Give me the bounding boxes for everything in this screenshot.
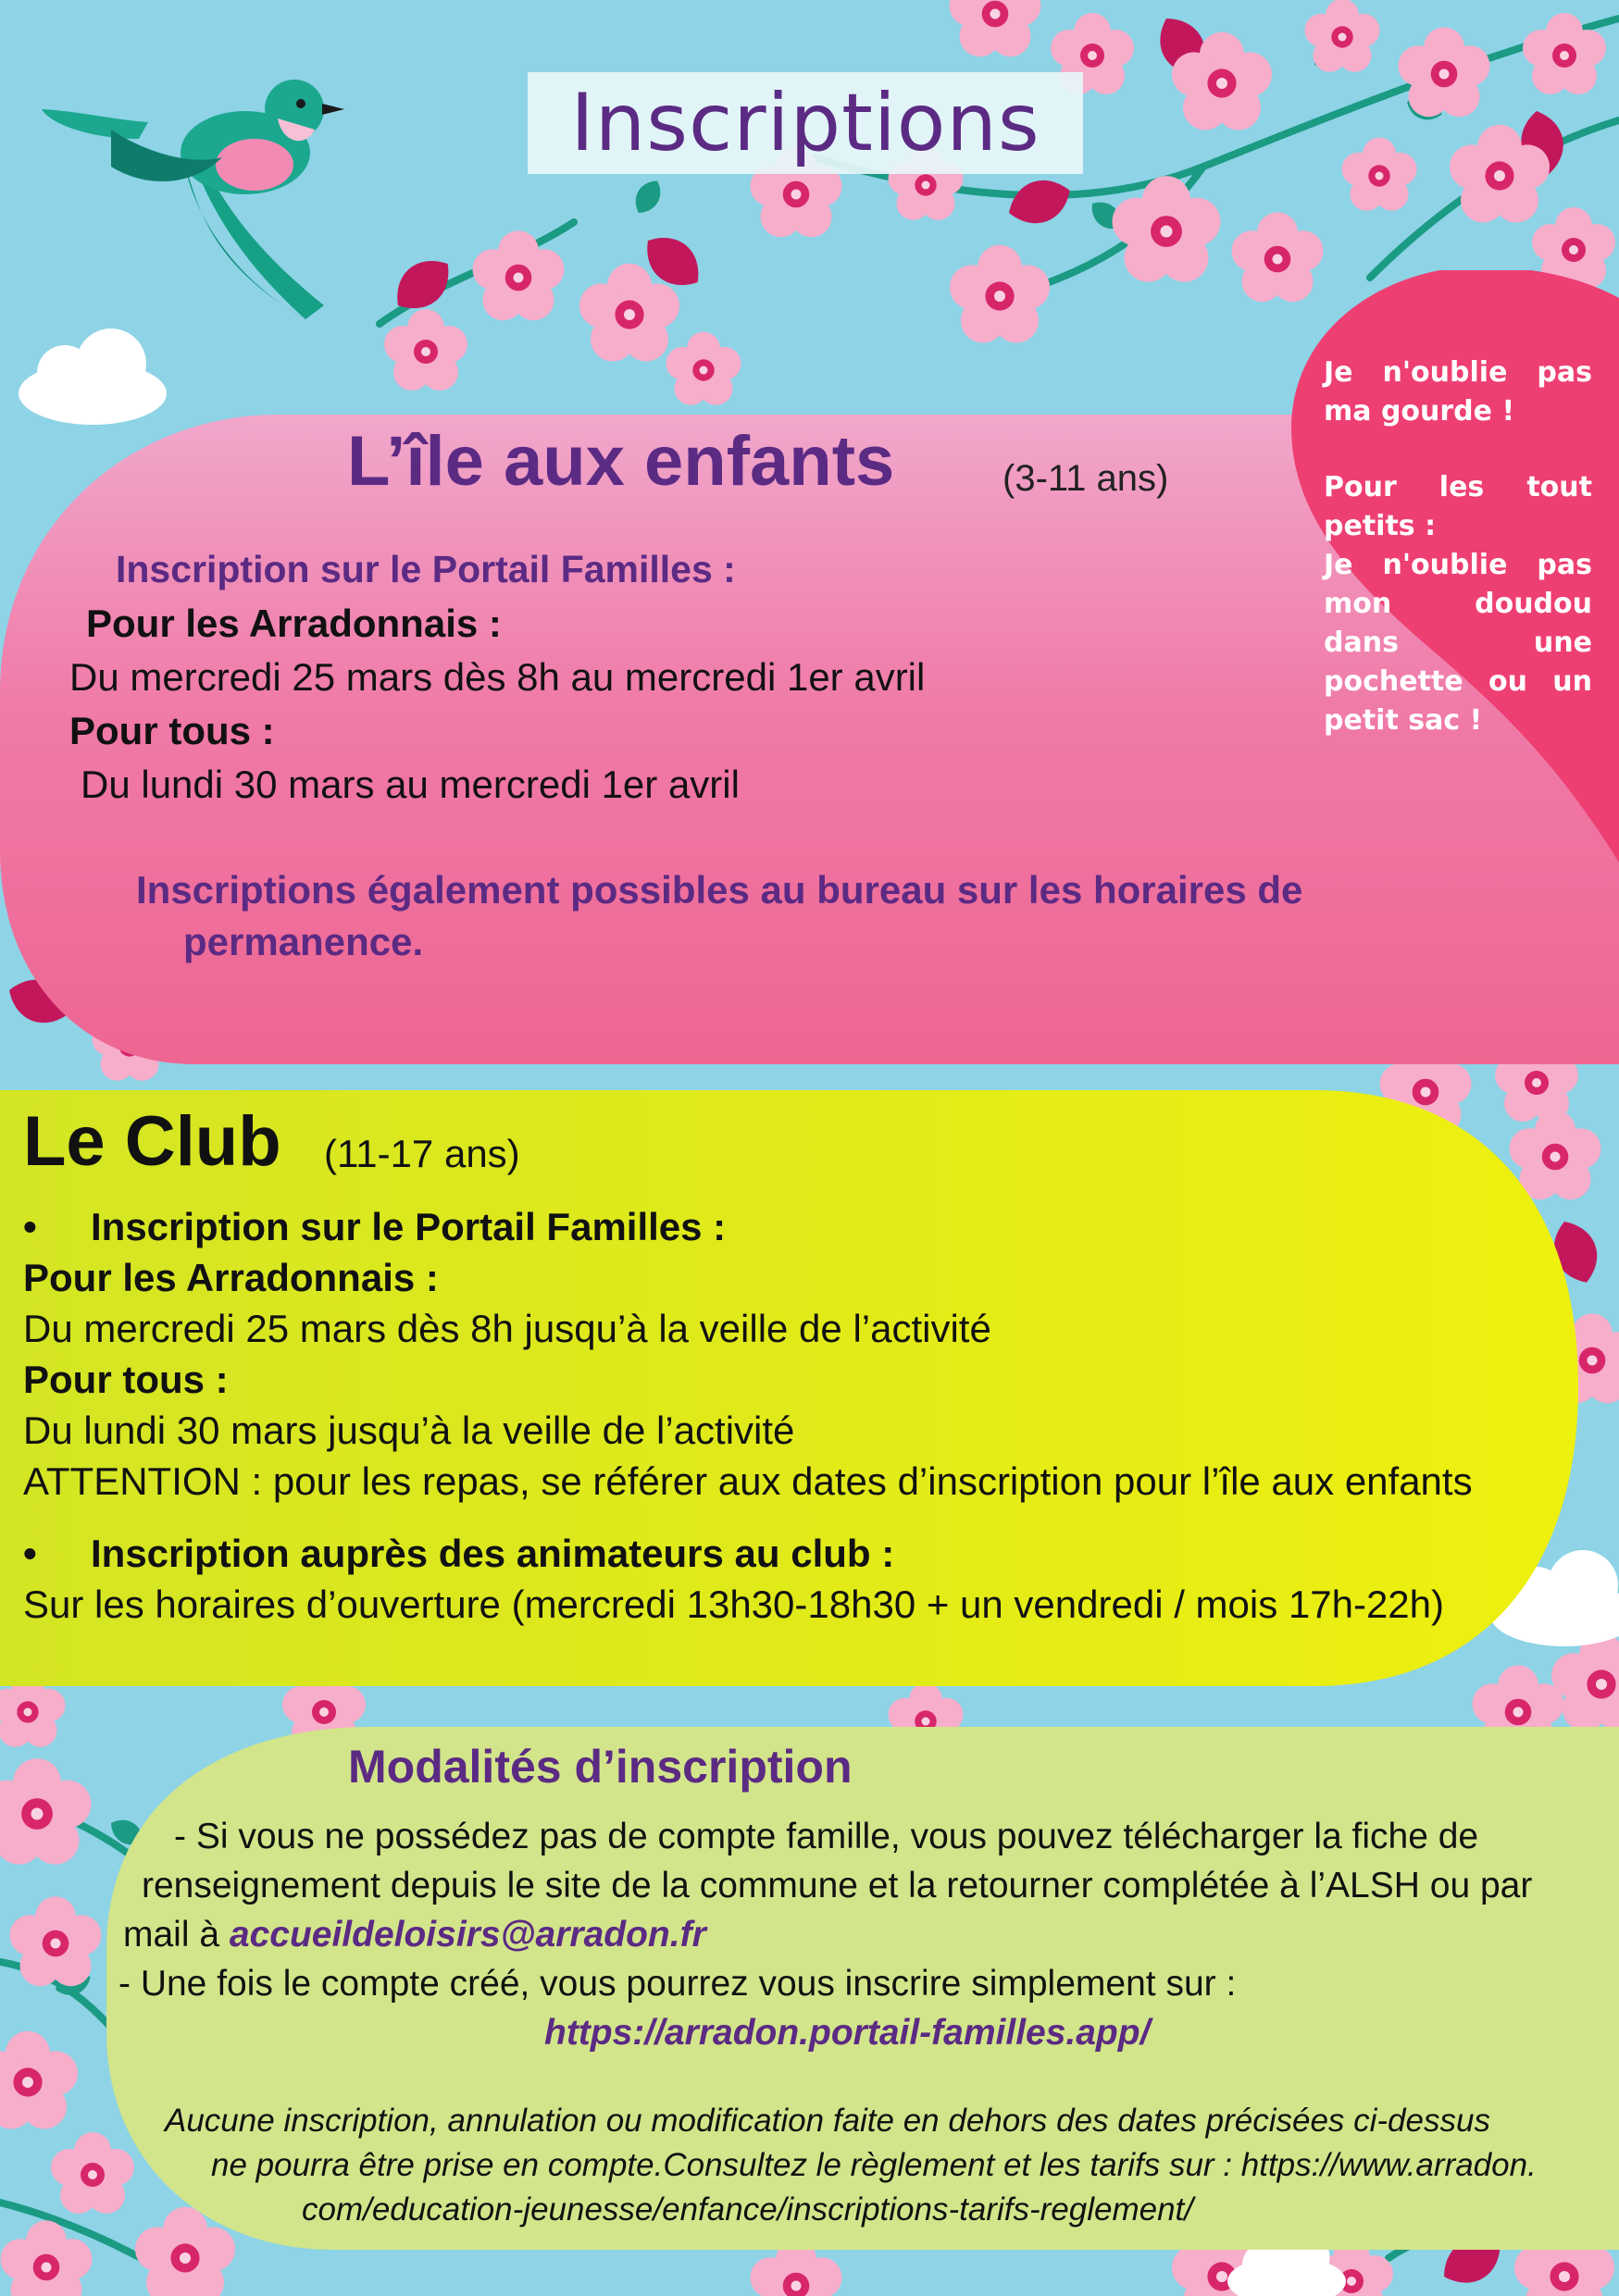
club-residents-dates: Du mercredi 25 mars dès 8h jusqu’à la veille de l’activité	[23, 1307, 991, 1350]
ile-age: (3-11 ans)	[1003, 458, 1169, 499]
modalites-note-line-1: Aucune inscription, annulation ou modification faite en dehors des dates précisées ci-dessus	[165, 2103, 1490, 2139]
ile-office-line-1: Inscriptions également possibles au bureau sur les horaires de	[136, 868, 1303, 912]
modalites-p1-line-2: renseignement depuis le site de la commune et la retourner complétée à l’ALSH ou par	[142, 1866, 1533, 1905]
modalites-mail-prefix: mail à	[123, 1915, 230, 1955]
bird-illustration	[42, 80, 344, 319]
page-title: Inscriptions	[570, 77, 1040, 169]
club-bullet-1: •	[23, 1205, 37, 1248]
modalites-note-line-2: ne pourra être prise en compte.Consultez le règlement et les tarifs sur : https://www.arradon.	[211, 2147, 1537, 2183]
club-animators-heading: Inscription auprès des animateurs au club :	[91, 1532, 895, 1575]
modalites-p2: - Une fois le compte créé, vous pourrez vous inscrire simplement sur :	[118, 1964, 1237, 2004]
reminder-line-1: Je n'oublie pas ma gourde !	[1324, 356, 1592, 428]
club-all-label: Pour tous :	[23, 1358, 229, 1401]
ile-office-line-2: permanence.	[183, 920, 424, 963]
modalites-note-line-3: com/education-jeunesse/enfance/inscriptions-tarifs-reglement/	[302, 2191, 1193, 2228]
modalites-p1-line-1: - Si vous ne possédez pas de compte famille, vous pouvez télécharger la fiche de	[174, 1817, 1479, 1856]
club-hours: Sur les horaires d’ouverture (mercredi 13h30-18h30 + un vendredi / mois 17h-22h)	[23, 1582, 1445, 1626]
reminder-line-3: Je n'oublie pas mon doudou dans une pochette ou un petit sac !	[1324, 549, 1592, 737]
club-all-dates: Du lundi 30 mars jusqu’à la veille de l’activité	[23, 1409, 795, 1452]
club-age: (11-17 ans)	[324, 1132, 520, 1175]
title-banner	[528, 72, 1083, 174]
portal-url-link[interactable]: https://arradon.portail-familles.app/	[544, 2013, 1151, 2053]
ile-all-label: Pour tous :	[69, 709, 275, 752]
ile-title: L’île aux enfants	[347, 422, 895, 501]
club-bullet-2: •	[23, 1532, 37, 1575]
ile-all-dates: Du lundi 30 mars au mercredi 1er avril	[81, 763, 740, 806]
ile-residents-dates: Du mercredi 25 mars dès 8h au mercredi 1er avril	[69, 655, 926, 699]
modalites-p1-line-3	[123, 1915, 706, 1955]
reminder-line-2: Pour les tout petits :	[1324, 471, 1592, 542]
reminder-text	[1324, 354, 1592, 740]
modalites-title: Modalités d’inscription	[348, 1741, 853, 1793]
club-title: Le Club	[23, 1102, 281, 1181]
club-attention: ATTENTION : pour les repas, se référer aux dates d’inscription pour l’île aux enfants	[23, 1459, 1473, 1503]
email-link[interactable]: accueildeloisirs@arradon.fr	[229, 1915, 706, 1955]
club-residents-label: Pour les Arradonnais :	[23, 1256, 439, 1299]
ile-residents-label: Pour les Arradonnais :	[86, 602, 502, 645]
club-portal-heading: Inscription sur le Portail Familles :	[91, 1205, 727, 1248]
ile-portal-heading: Inscription sur le Portail Familles :	[116, 548, 736, 590]
